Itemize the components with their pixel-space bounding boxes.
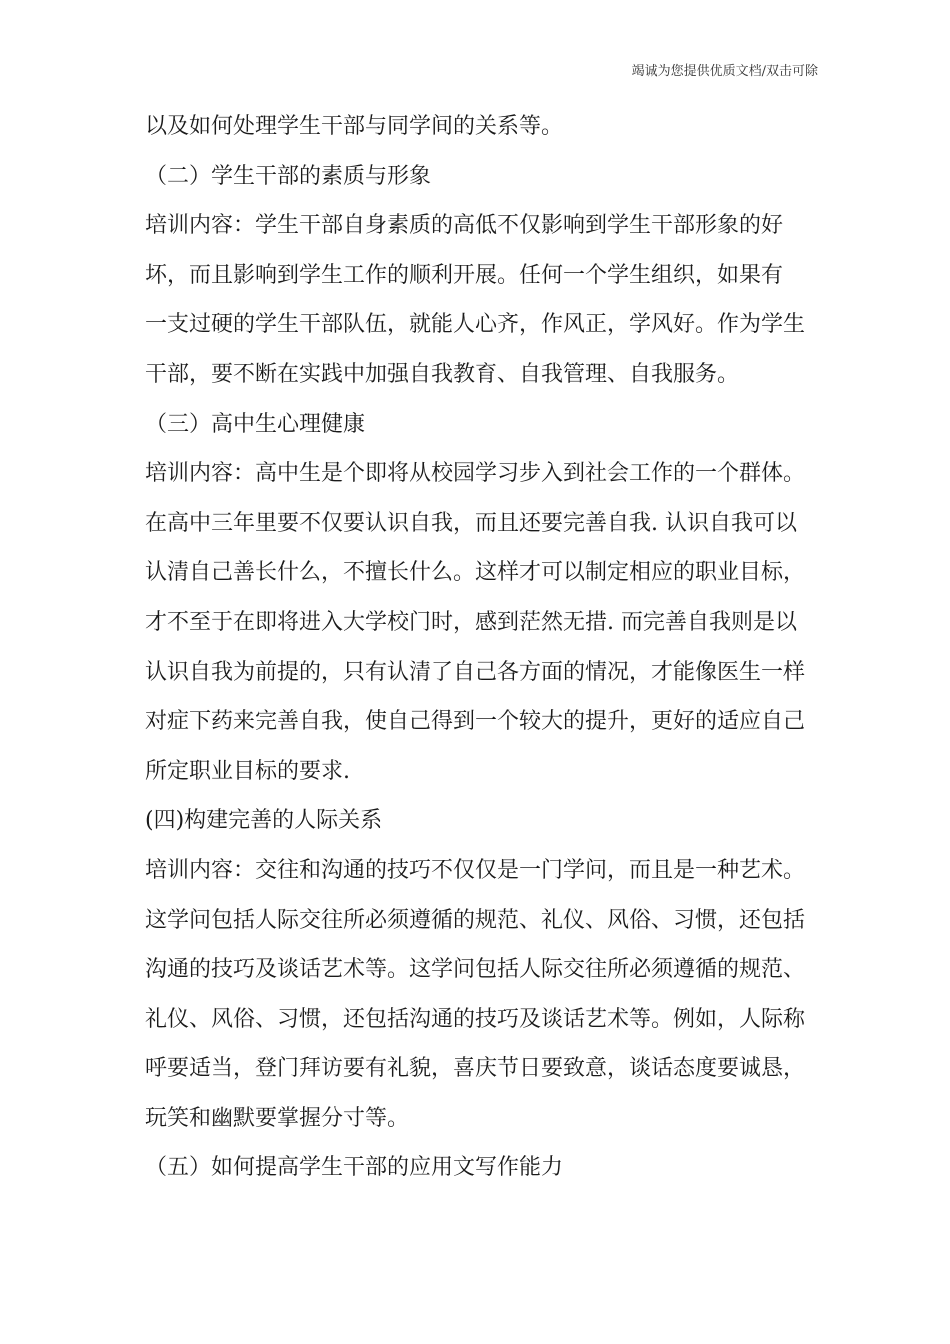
text-line: 呼要适当，登门拜访要有礼貌，喜庆节日要致意，谈话态度要诚恳， [145,1056,806,1082]
header-note: 竭诚为您提供优质文档/双击可除 [631,64,818,79]
text-line: 培训内容：交往和沟通的技巧不仅仅是一门学问，而且是一种艺术。 [145,857,806,883]
section-heading: （五）如何提高学生干部的应用文写作能力 [145,1155,564,1181]
section-heading: （三）高中生心理健康 [145,411,366,437]
text-line: 坏，而且影响到学生工作的顺利开展。任何一个学生组织，如果有 [145,262,784,288]
document-body [145,102,825,1193]
text-line: 一支过硬的学生干部队伍，就能人心齐，作风正，学风好。作为学生 [145,312,806,338]
text-line: 认清自己善长什么，不擅长什么。这样才可以制定相应的职业目标， [145,560,806,586]
text-line: 对症下药来完善自我，使自己得到一个较大的提升，更好的适应自己 [145,709,806,735]
text-line: 所定职业目标的要求. [145,758,350,784]
text-line: 以及如何处理学生干部与同学间的关系等。 [145,114,564,139]
text-line: 培训内容：学生干部自身素质的高低不仅影响到学生干部形象的好 [145,213,784,239]
text-line: 礼仪、风俗、习惯，还包括沟通的技巧及谈话艺术等。例如，人际称 [145,1006,806,1032]
text-line: 在高中三年里要不仅要认识自我，而且还要完善自我. 认识自我可以 [145,510,797,536]
text-line: 培训内容：高中生是个即将从校园学习步入到社会工作的一个群体。 [145,461,806,487]
text-line: 认识自我为前提的，只有认清了自己各方面的情况，才能像医生一样 [145,659,806,685]
text-line: 玩笑和幽默要掌握分寸等。 [145,1105,410,1131]
section-heading: （二）学生干部的素质与形象 [145,163,432,189]
text-line: 这学问包括人际交往所必须遵循的规范、礼仪、风俗、习惯，还包括 [145,907,806,933]
section-heading: (四)构建完善的人际关系 [145,808,383,834]
text-line: 沟通的技巧及谈话艺术等。这学问包括人际交往所必须遵循的规范、 [145,957,806,983]
text-line: 干部，要不断在实践中加强自我教育、自我管理、自我服务。 [145,361,740,387]
text-line: 才不至于在即将进入大学校门时，感到茫然无措. 而完善自我则是以 [145,609,797,635]
